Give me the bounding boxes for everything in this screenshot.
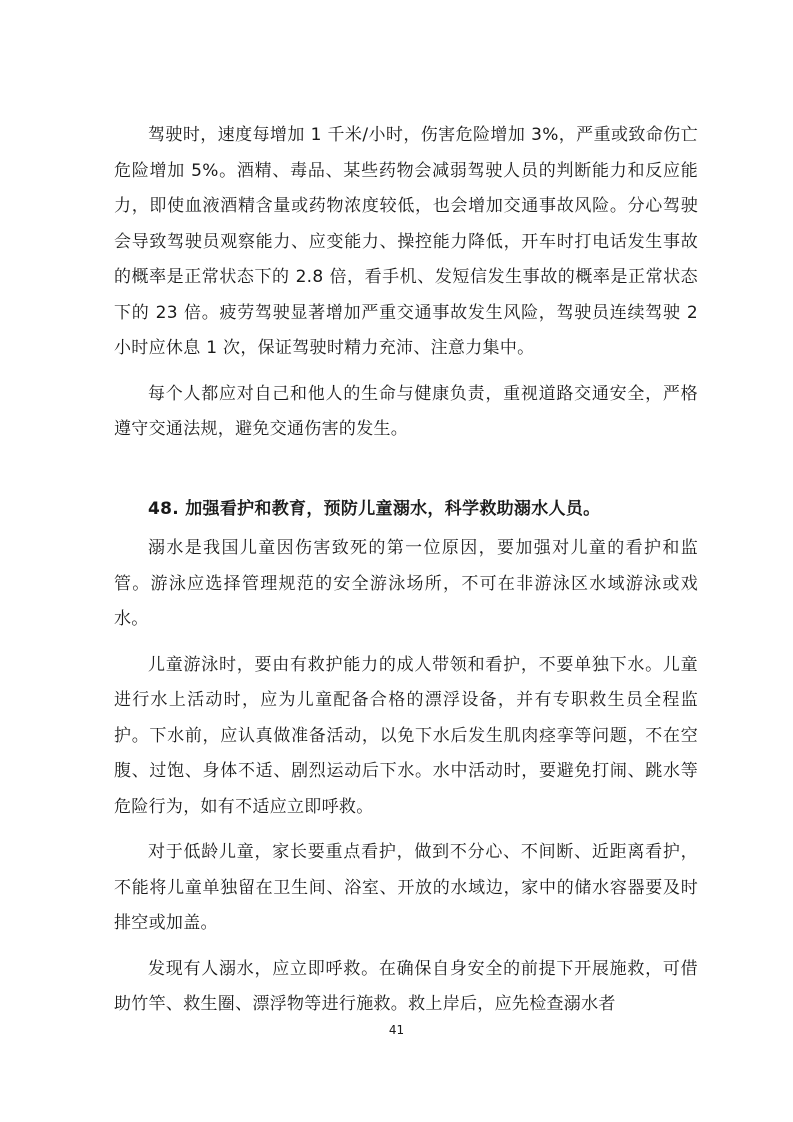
section-title: 加强看护和教育，预防儿童溺水，科学救助溺水人员。 [185, 498, 601, 519]
body-paragraph: 每个人都应对自己和他人的生命与健康负责，重视道路交通安全，严格遵守交通法规，避免交通伤害的发生。 [114, 383, 698, 439]
body-paragraph: 发现有人溺水，应立即呼救。在确保自身安全的前提下开展施救，可借助竹竿、救生圈、漂浮物等进行施救。救上岸后，应先检查溺水者 [114, 958, 698, 1014]
body-paragraph: 儿童游泳时，要由有救护能力的成人带领和看护，不要单独下水。儿童进行水上活动时，应为儿童配备合格的漂浮设备，并有专职救生员全程监护。下水前，应认真做准备活动，以免下水后发生肌肉痉挛等问题，不在空腹、过饱、身体不适、剧烈运动后下水。水中活动时，要避免打闹、跳水等危险行为，如有不适应立即呼救。 [114, 654, 698, 817]
page-number: 41 [388, 1023, 405, 1037]
body-paragraph: 驾驶时，速度每增加 1 千米/小时，伤害危险增加 3%，严重或致命伤亡危险增加 5%。酒精、毒品、某些药物会减弱驾驶人员的判断能力和反应能力，即使血液酒精含量或药物浓度较低，也会增加交通事故风险。分心驾驶会导致驾驶员观察能力、应变能力、操控能力降低，开车时打电话发生事故的概率是正常状态下的 2.8 倍，看手机、发短信发生事故的概率是正常状态下的 23 倍。疲劳驾驶显著增加严重交通事故发生风险，驾驶员连续驾驶 2 小时应休息 1 次，保证驾驶时精力充沛、注意力集中。 [114, 125, 698, 358]
body-paragraph: 对于低龄儿童，家长要重点看护，做到不分心、不间断、近距离看护，不能将儿童单独留在卫生间、浴室、开放的水域边，家中的储水容器要及时排空或加盖。 [114, 842, 698, 933]
section-heading [114, 492, 698, 528]
body-paragraph: 溺水是我国儿童因伤害致死的第一位原因，要加强对儿童的看护和监管。游泳应选择管理规范的安全游泳场所，不可在非游泳区水域游泳或戏水。 [114, 538, 698, 629]
section-number: 48. [148, 498, 180, 519]
page-content [114, 118, 698, 1033]
